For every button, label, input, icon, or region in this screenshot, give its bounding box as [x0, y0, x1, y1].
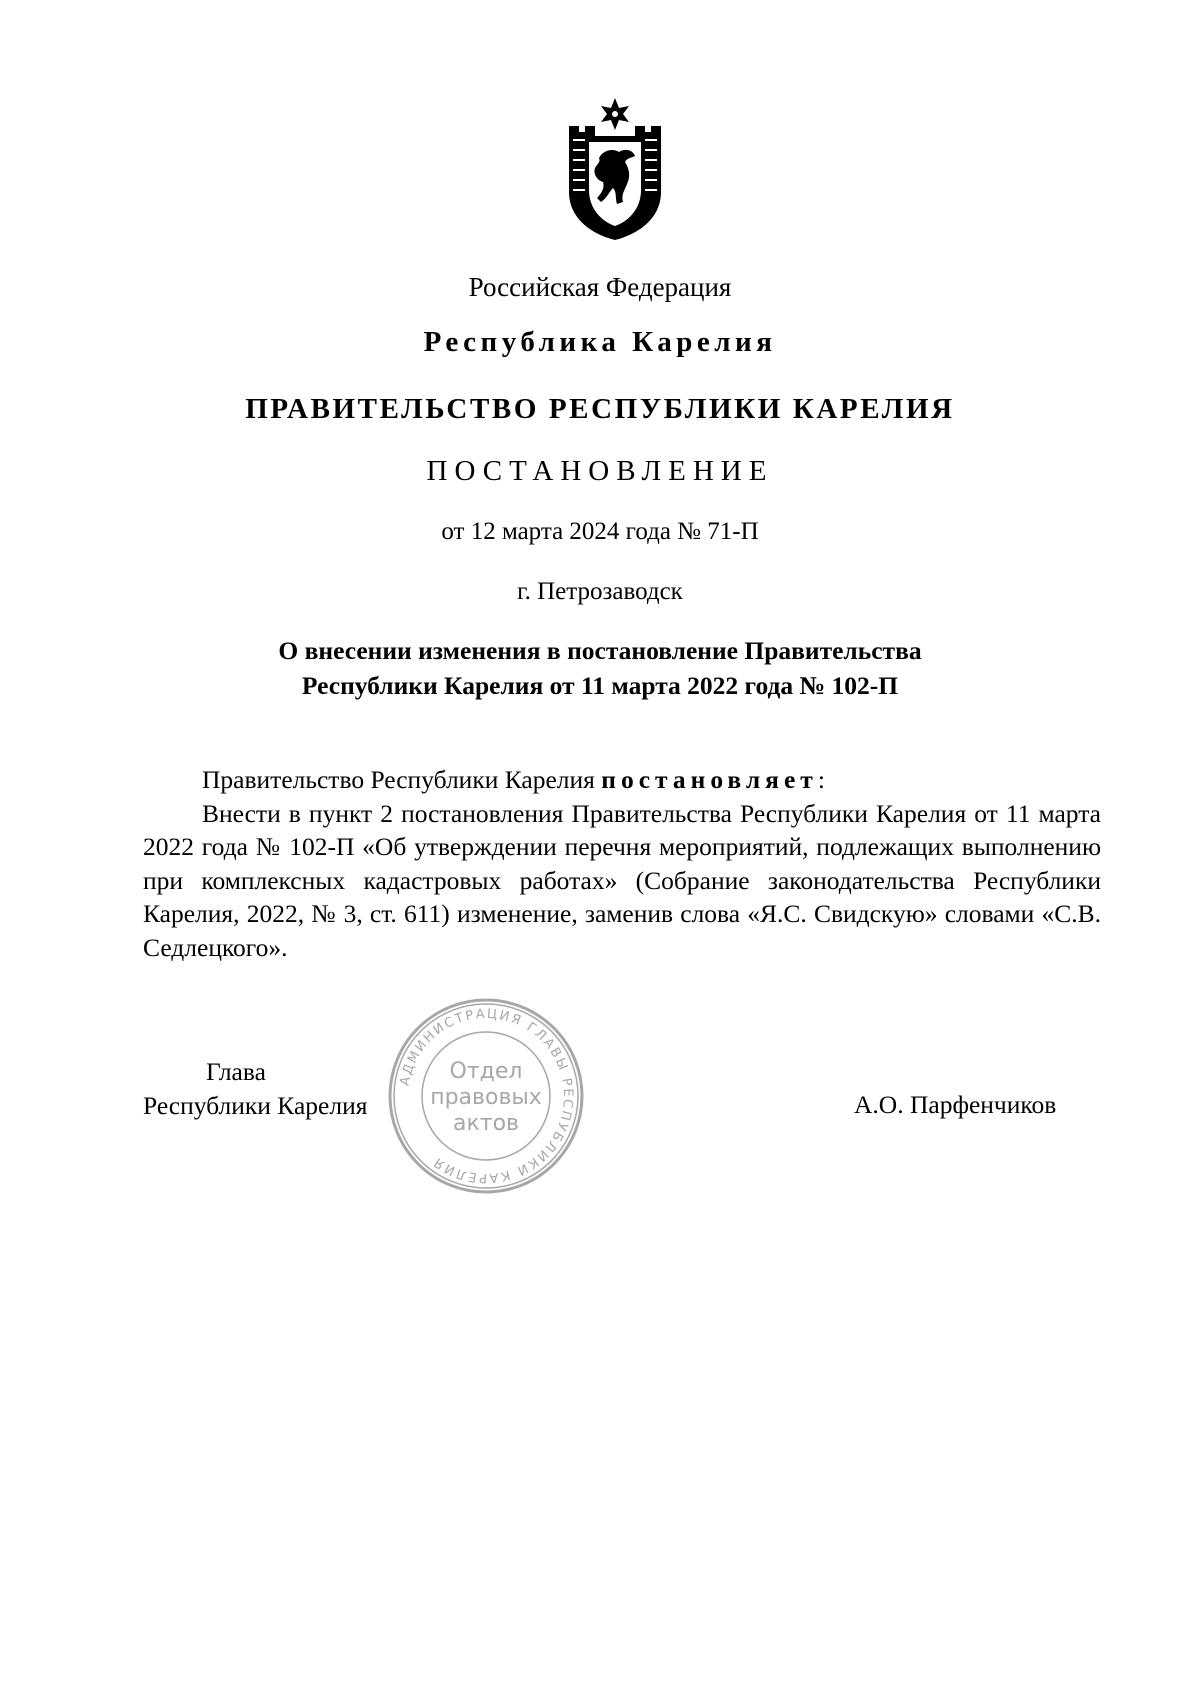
stamp-ring-text: АДМИНИСТРАЦИЯ ГЛАВЫ РЕСПУБЛИКИ КАРЕЛИЯ — [397, 1006, 576, 1186]
signature-title-line-1: Глава — [206, 1057, 266, 1086]
document-type: ПОСТАНОВЛЕНИЕ — [426, 455, 774, 487]
stamp-line-2: правовых — [430, 1085, 542, 1110]
resolution-paragraph: Внести в пункт 2 постановления Правительства Республики Карелия от 11 марта 2022 года № 102-П «Об утверждении перечня мероприятий, подлежащих выполнению при комплексных кадастровых работах» (Собрание законодательства Республики Карелия, 2022, № 3, ст. 611) изменение, заменив слова «Я.С. Свидскую» словами «С.В. Седлецкого». — [143, 798, 1101, 962]
subject-line-1: О внесении изменения в постановление Правительства — [278, 636, 922, 665]
republic-name: Республика Карелия — [423, 326, 777, 358]
official-stamp — [386, 996, 586, 1196]
government-title: ПРАВИТЕЛЬСТВО РЕСПУБЛИКИ КАРЕЛИЯ — [245, 393, 955, 425]
document-date-number: от 12 марта 2024 года № 71-П — [441, 518, 759, 545]
resolves-word: постановляет — [601, 765, 818, 794]
subject-line-2: Республики Карелия от 11 марта 2022 года № 102-П — [301, 671, 899, 700]
document-body — [143, 763, 1101, 964]
country-name: Российская Федерация — [468, 272, 732, 302]
intro-suffix: : — [817, 765, 825, 794]
signatory-name: А.О. Парфенчиков — [854, 1090, 1057, 1119]
signature-title — [143, 1055, 367, 1123]
document-subject — [0, 633, 1200, 703]
document-city: г. Петрозаводск — [517, 578, 683, 605]
intro-prefix: Правительство Республики Карелия — [202, 765, 602, 794]
karelia-coat-of-arms-icon — [563, 96, 667, 244]
stamp-line-3: актов — [452, 1111, 520, 1136]
signature-title-line-2: Республики Карелия — [143, 1091, 368, 1120]
resolution-intro — [143, 763, 1101, 797]
stamp-line-1: Отдел — [449, 1059, 523, 1084]
